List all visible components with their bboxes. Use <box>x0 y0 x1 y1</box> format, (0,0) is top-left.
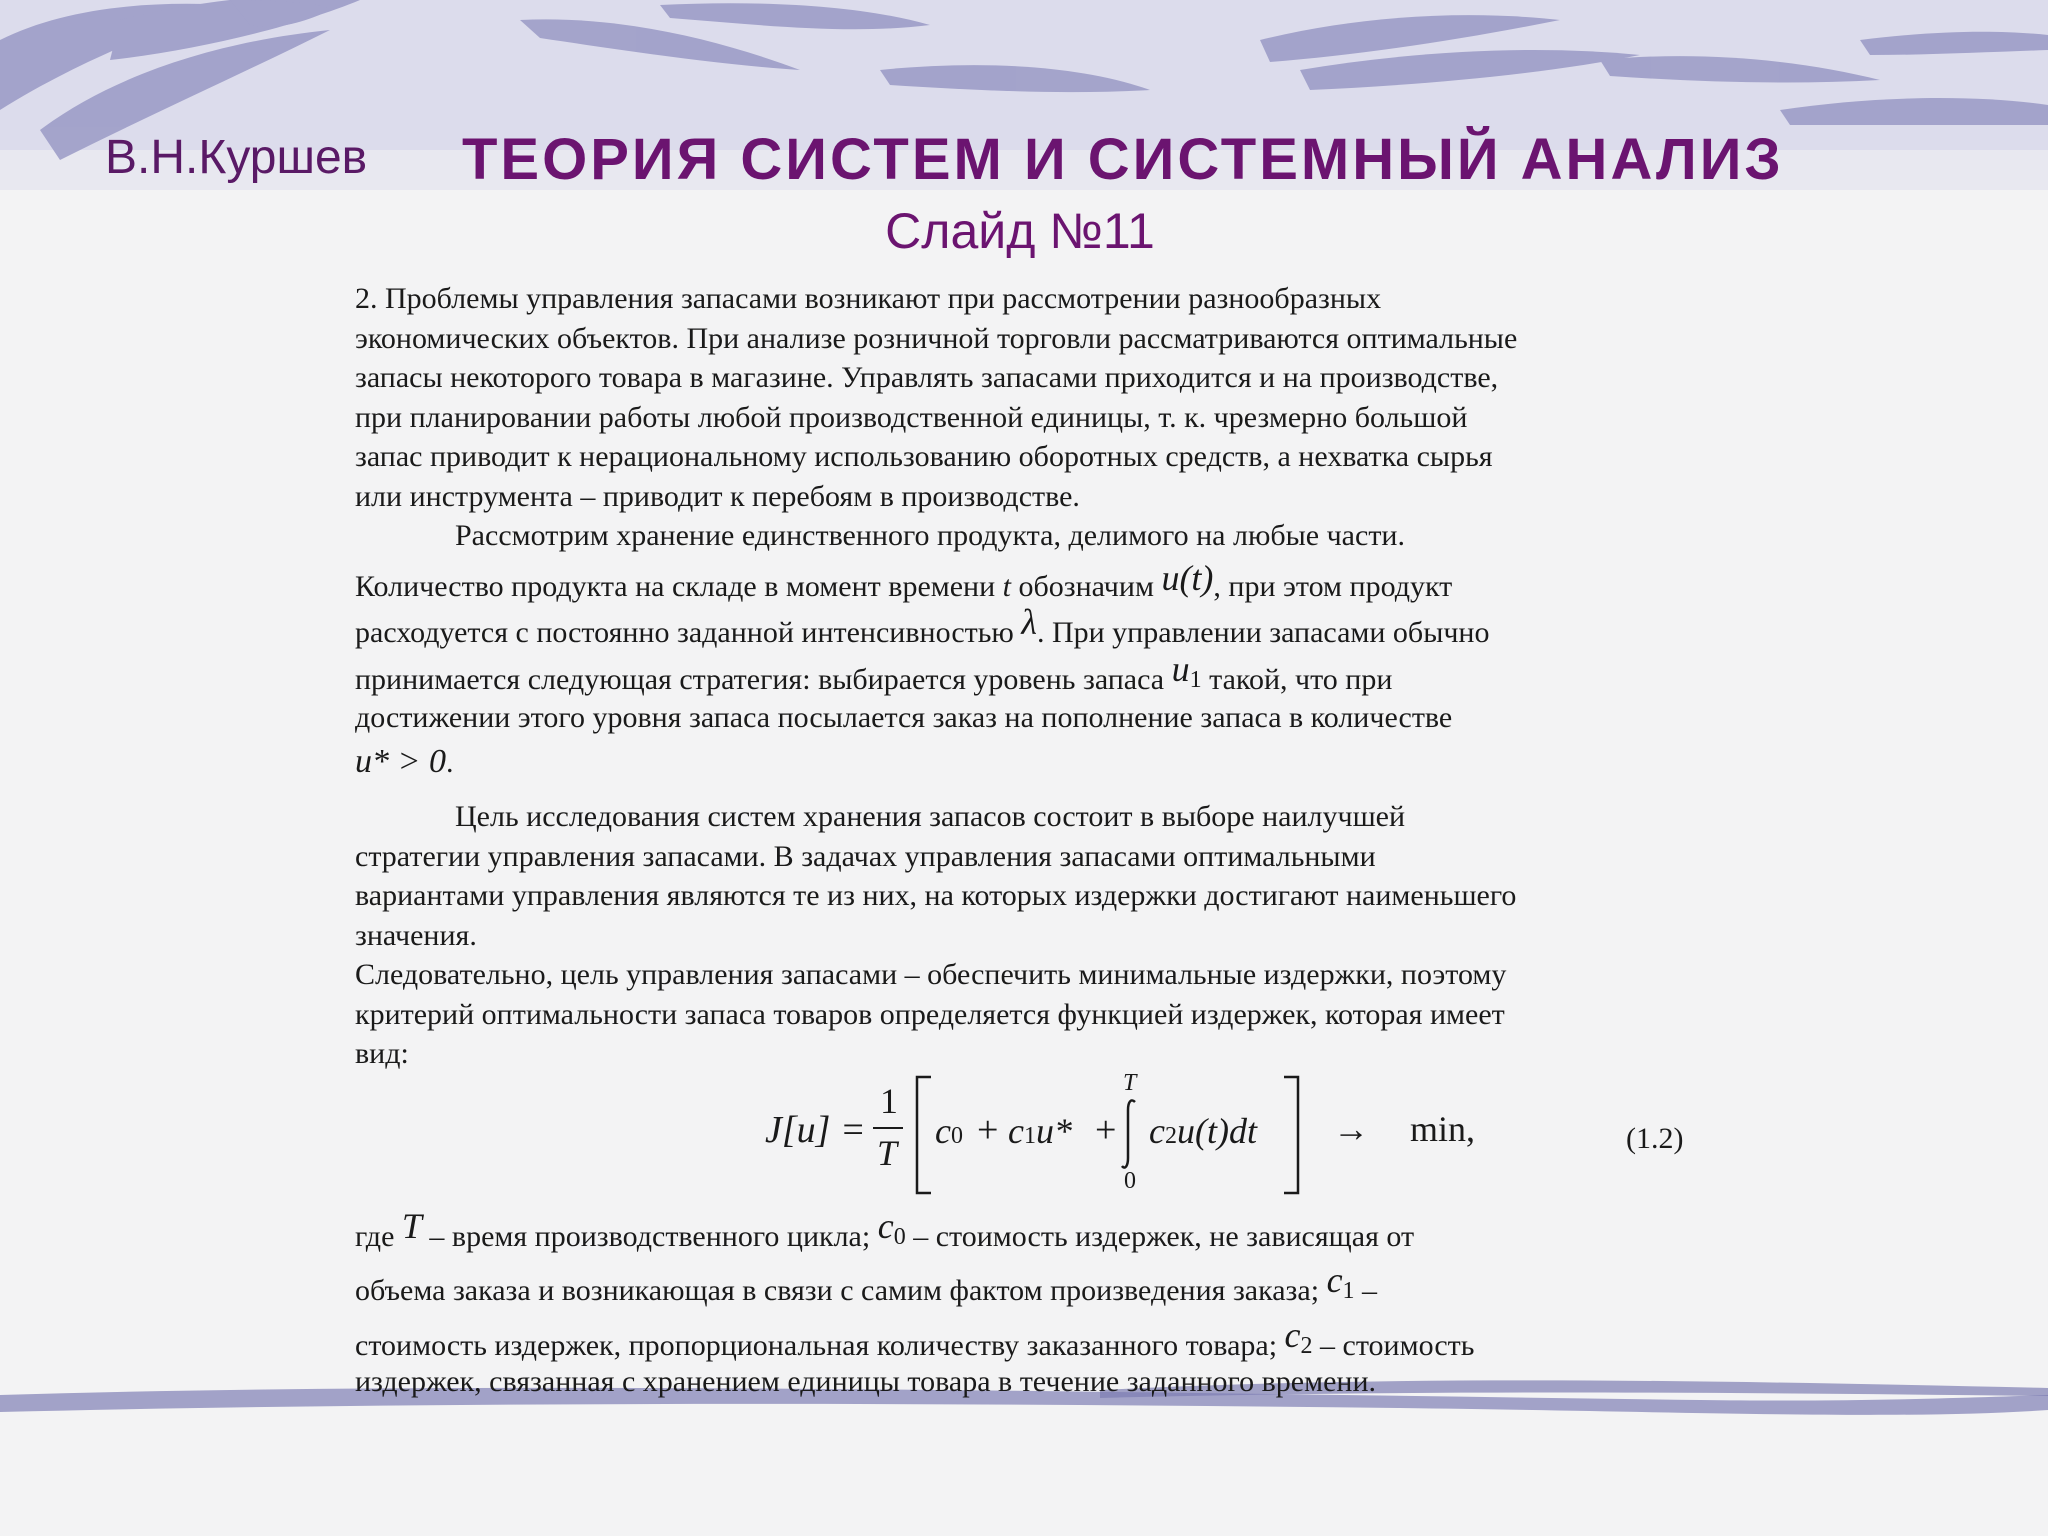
fraction-bar <box>873 1127 903 1129</box>
text-line: 2. Проблемы управления запасами возникают при рассмотрении разнообразных <box>355 282 1382 315</box>
math-subscript: 1 <box>1023 1123 1036 1149</box>
cost-formula <box>765 1070 1485 1200</box>
text-line: издержек, связанная с хранением единицы товара в течение заданного времени. <box>355 1365 1376 1398</box>
text-line <box>355 649 1393 702</box>
plus-sign: + <box>1095 1109 1117 1151</box>
integral-upper-limit: T <box>1123 1070 1137 1096</box>
text-span: . При управлении запасами обычно <box>1036 616 1490 649</box>
text-span: объема заказа и возникающая в связи с самим фактом произведения заказа; <box>355 1274 1327 1307</box>
math-c: c <box>1008 1111 1024 1151</box>
text-span: – <box>1354 1274 1378 1307</box>
plus-sign: + <box>977 1109 999 1151</box>
text-span: Количество продукта на складе в момент времени <box>355 570 1003 603</box>
text-line <box>355 743 453 781</box>
text-span: принимается следующая стратегия: выбирается уровень запаса <box>355 663 1172 696</box>
text-line: при планировании работы любой производственной единицы, т. к. чрезмерно большой <box>355 400 1468 434</box>
math-t: t <box>1002 570 1012 603</box>
term-c0 <box>935 1110 963 1152</box>
text-span: , при этом продукт <box>1213 570 1453 603</box>
text-span: обозначим <box>1011 570 1162 603</box>
min-label: min, <box>1410 1109 1476 1149</box>
slide-number: Слайд №11 <box>885 203 1155 259</box>
math-subscript: 0 <box>893 1224 906 1250</box>
text-span: где <box>355 1220 402 1253</box>
math-u-of-t-dt: u(t)dt <box>1176 1111 1257 1151</box>
math-subscript: 2 <box>1300 1333 1313 1359</box>
paragraph-intro <box>355 279 1700 556</box>
text-line: вариантами управления являются те из них, на которых издержки достигают наименьшего <box>355 879 1517 912</box>
integrand <box>1149 1110 1257 1152</box>
math-u-star: u* <box>1035 1111 1072 1151</box>
text-span: стоимость издержек, пропорциональная количеству заказанного товара; <box>355 1329 1285 1362</box>
text-line: критерий оптимальности запаса товаров определяется функцией издержек, которая имеет <box>355 997 1505 1031</box>
math-c: c <box>877 1206 894 1246</box>
text-line: стратегии управления запасами. В задачах управления запасами оптимальными <box>355 839 1376 873</box>
text-line: значения. <box>355 918 477 952</box>
text-line: запас приводит к нерациональному использованию оборотных средств, а нехватка сырья <box>355 440 1493 473</box>
term-c1-u-star <box>1008 1110 1072 1152</box>
math-subscript: 1 <box>1189 667 1202 693</box>
math-subscript: 0 <box>950 1123 963 1149</box>
text-line: вид: <box>355 1037 409 1070</box>
text-span: такой, что при <box>1201 663 1393 696</box>
math-c: c <box>1326 1260 1343 1300</box>
text-line: или инструмента – приводит к перебоям в производстве. <box>355 479 1080 513</box>
fraction-numerator: 1 <box>880 1081 898 1121</box>
text-line <box>355 1206 1415 1259</box>
text-line: запасы некоторого товара в магазине. Управлять запасами приходится и на производстве, <box>355 361 1499 394</box>
text-line: достижении этого уровня запаса посылается заказ на пополнение запаса в количестве <box>355 701 1453 734</box>
text-span: – время производственного цикла; <box>421 1220 878 1253</box>
text-line <box>355 1260 1378 1313</box>
equation-number: (1.2) <box>1626 1122 1684 1155</box>
math-u: u <box>1171 649 1190 689</box>
math-subscript: 1 <box>1342 1278 1355 1304</box>
math-subscript: 2 <box>1164 1123 1177 1149</box>
math-u-star-positive: u* > 0 <box>355 743 446 780</box>
arrow-symbol: → <box>1333 1109 1369 1149</box>
math-c2 <box>1284 1315 1313 1359</box>
text-span: – стоимость издержек, не зависящая от <box>905 1220 1415 1253</box>
math-c0 <box>877 1206 906 1250</box>
math-T: T <box>401 1206 422 1246</box>
text-span: расходуется с постоянно заданной интенсивностью <box>355 616 1022 649</box>
formula-lhs: J[u] = <box>765 1109 866 1151</box>
text-line: Рассмотрим хранение единственного продукта, делимого на любые части. <box>455 519 1405 552</box>
right-bracket <box>1280 1075 1302 1195</box>
page-title: ТЕОРИЯ СИСТЕМ И СИСТЕМНЫЙ АНАЛИЗ <box>462 127 1784 192</box>
fraction-denominator: T <box>877 1133 898 1173</box>
left-bracket <box>913 1075 935 1195</box>
text-span: . <box>445 746 454 779</box>
text-span: – стоимость <box>1312 1329 1475 1362</box>
text-line <box>355 558 1453 605</box>
integral-sign <box>1119 1098 1141 1170</box>
integral-lower-limit: 0 <box>1124 1168 1136 1194</box>
math-c: c <box>1284 1315 1301 1355</box>
paragraph-goal <box>355 797 1700 1074</box>
text-line <box>355 602 1490 651</box>
math-u-of-t: u(t) <box>1161 558 1214 598</box>
text-line: Цель исследования систем хранения запасов состоит в выборе наилучшей <box>455 800 1406 833</box>
math-lambda: λ <box>1021 602 1037 642</box>
text-line <box>355 1315 1475 1368</box>
text-line: экономических объектов. При анализе розничной торговли рассматриваются оптимальные <box>355 321 1518 355</box>
author-name: В.Н.Куршев <box>105 131 368 184</box>
math-c: c <box>1149 1111 1165 1151</box>
math-u1 <box>1171 649 1202 693</box>
math-c1 <box>1326 1260 1355 1304</box>
math-c: c <box>935 1111 951 1151</box>
text-line: Следовательно, цель управления запасами – обеспечить минимальные издержки, поэтому <box>355 958 1507 991</box>
